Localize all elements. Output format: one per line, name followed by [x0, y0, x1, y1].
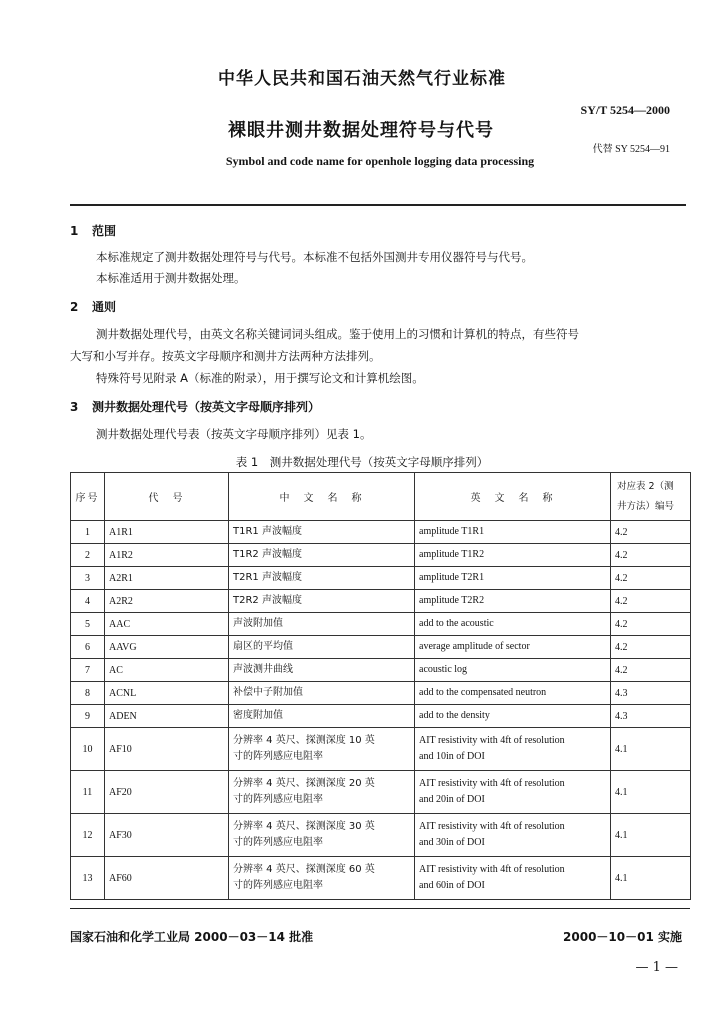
section-title: 范围 — [92, 224, 117, 238]
row-code: AAVG — [105, 636, 229, 659]
row-method-ref: 4.2 — [611, 636, 691, 659]
replaces-standard: 代替 SY 5254—91 — [592, 144, 670, 155]
row-method-ref: 4.3 — [611, 705, 691, 728]
table-row — [71, 682, 691, 705]
row-code: ADEN — [105, 705, 229, 728]
table-header-row — [71, 473, 691, 521]
row-cn-name: T1R2 声波幅度 — [229, 544, 415, 567]
row-no: 6 — [71, 636, 105, 659]
header-divider — [70, 204, 686, 206]
header-en-name: 英 文 名 称 — [415, 473, 611, 521]
row-en-name-line2: and 60in of DOI — [419, 880, 485, 891]
row-en-name-line1: AIT resistivity with 4ft of resolution — [419, 778, 565, 789]
row-code: AF30 — [105, 814, 229, 857]
row-no: 7 — [71, 659, 105, 682]
page-number: — 1 — — [635, 960, 678, 975]
row-method-ref: 4.2 — [611, 521, 691, 544]
row-no: 10 — [71, 728, 105, 771]
row-en-name — [415, 857, 611, 900]
header-cn-name: 中 文 名 称 — [229, 473, 415, 521]
paragraph: 本标准规定了测井数据处理符号与代号。本标准不包括外国测井专用仪器符号与代号。 — [96, 250, 533, 264]
row-en-name — [415, 728, 611, 771]
row-en-name-line1: AIT resistivity with 4ft of resolution — [419, 821, 565, 832]
table-row — [71, 567, 691, 590]
document-title-en: Symbol and code name for openhole logging data processing — [225, 154, 535, 168]
row-cn-name: 声波附加值 — [229, 613, 415, 636]
row-cn-name: T2R1 声波幅度 — [229, 567, 415, 590]
row-en-name: add to the acoustic — [415, 613, 611, 636]
row-no: 1 — [71, 521, 105, 544]
approval-date: 国家石油和化学工业局 2000－03－14 批准 — [70, 930, 314, 944]
row-cn-name: 声波测井曲线 — [229, 659, 415, 682]
row-no: 12 — [71, 814, 105, 857]
row-en-name: add to the density — [415, 705, 611, 728]
row-en-name: amplitude T1R1 — [415, 521, 611, 544]
code-table — [70, 472, 691, 900]
table-row — [71, 857, 691, 900]
row-method-ref: 4.2 — [611, 590, 691, 613]
row-cn-name-line2: 寸的阵列感应电阻率 — [233, 751, 323, 762]
table-row — [71, 659, 691, 682]
row-en-name: amplitude T2R1 — [415, 567, 611, 590]
row-cn-name — [229, 771, 415, 814]
row-en-name: amplitude T2R2 — [415, 590, 611, 613]
table-row — [71, 636, 691, 659]
row-cn-name: T1R1 声波幅度 — [229, 521, 415, 544]
row-code: ACNL — [105, 682, 229, 705]
row-method-ref: 4.1 — [611, 857, 691, 900]
row-code: AF60 — [105, 857, 229, 900]
header-method-ref-line1: 对应表 2（测 — [617, 480, 674, 492]
row-cn-name-line1: 分辨率 4 英尺、探测深度 20 英 — [233, 778, 375, 789]
row-en-name-line2: and 30in of DOI — [419, 837, 485, 848]
row-cn-name-line2: 寸的阵列感应电阻率 — [233, 794, 323, 805]
row-no: 11 — [71, 771, 105, 814]
row-code: AF20 — [105, 771, 229, 814]
row-cn-name — [229, 814, 415, 857]
row-method-ref: 4.2 — [611, 544, 691, 567]
row-cn-name: T2R2 声波幅度 — [229, 590, 415, 613]
row-en-name: average amplitude of sector — [415, 636, 611, 659]
row-method-ref: 4.3 — [611, 682, 691, 705]
row-code: AF10 — [105, 728, 229, 771]
section-title: 通则 — [92, 300, 117, 314]
row-method-ref: 4.1 — [611, 728, 691, 771]
row-cn-name-line1: 分辨率 4 英尺、探测深度 10 英 — [233, 735, 375, 746]
row-cn-name-line2: 寸的阵列感应电阻率 — [233, 880, 323, 891]
row-en-name: add to the compensated neutron — [415, 682, 611, 705]
table-row — [71, 771, 691, 814]
row-method-ref: 4.1 — [611, 771, 691, 814]
row-code: A1R2 — [105, 544, 229, 567]
row-en-name-line2: and 20in of DOI — [419, 794, 485, 805]
section-number: 1 — [70, 224, 79, 238]
implementation-date: 2000－10－01 实施 — [563, 930, 682, 944]
row-method-ref: 4.2 — [611, 613, 691, 636]
footer-divider — [70, 908, 690, 909]
row-no: 8 — [71, 682, 105, 705]
row-en-name-line2: and 10in of DOI — [419, 751, 485, 762]
row-method-ref: 4.2 — [611, 567, 691, 590]
row-method-ref: 4.2 — [611, 659, 691, 682]
row-en-name-line1: AIT resistivity with 4ft of resolution — [419, 735, 565, 746]
document-title-cn: 裸眼井测井数据处理符号与代号 — [228, 120, 494, 141]
table-row — [71, 613, 691, 636]
table-row — [71, 590, 691, 613]
row-no: 5 — [71, 613, 105, 636]
paragraph: 本标准适用于测井数据处理。 — [96, 271, 246, 285]
paragraph: 特殊符号见附录 A（标准的附录），用于撰写论文和计算机绘图。 — [96, 371, 424, 385]
issuing-organization: 中华人民共和国石油天然气行业标准 — [218, 69, 506, 89]
row-no: 4 — [71, 590, 105, 613]
header-method-ref — [611, 473, 691, 521]
row-cn-name: 密度附加值 — [229, 705, 415, 728]
row-method-ref: 4.1 — [611, 814, 691, 857]
table-row — [71, 814, 691, 857]
row-cn-name: 扇区的平均值 — [229, 636, 415, 659]
paragraph: 测井数据处理代号，由英文名称关键词词头组成。鉴于使用上的习惯和计算机的特点，有些符号 — [96, 327, 579, 341]
row-code: A2R1 — [105, 567, 229, 590]
table-row — [71, 728, 691, 771]
section-number: 3 — [70, 400, 79, 414]
paragraph-continuation: 大写和小写并存。按英文字母顺序和测井方法两种方法排列。 — [70, 349, 381, 363]
table-row — [71, 705, 691, 728]
row-code: A2R2 — [105, 590, 229, 613]
row-cn-name — [229, 857, 415, 900]
row-cn-name-line2: 寸的阵列感应电阻率 — [233, 837, 323, 848]
row-code: A1R1 — [105, 521, 229, 544]
section-title: 测井数据处理代号（按英文字母顺序排列） — [92, 400, 321, 414]
row-no: 3 — [71, 567, 105, 590]
section-number: 2 — [70, 300, 79, 314]
header-no: 序号 — [71, 473, 105, 521]
row-no: 2 — [71, 544, 105, 567]
table-row — [71, 544, 691, 567]
section-3-heading — [70, 398, 320, 415]
row-en-name — [415, 814, 611, 857]
header-code: 代 号 — [105, 473, 229, 521]
row-cn-name-line1: 分辨率 4 英尺、探测深度 60 英 — [233, 864, 375, 875]
standard-number: SY/T 5254—2000 — [580, 103, 670, 117]
row-en-name: amplitude T1R2 — [415, 544, 611, 567]
row-cn-name-line1: 分辨率 4 英尺、探测深度 30 英 — [233, 821, 375, 832]
row-cn-name: 补偿中子附加值 — [229, 682, 415, 705]
row-no: 9 — [71, 705, 105, 728]
section-1-heading — [70, 222, 116, 239]
row-code: AAC — [105, 613, 229, 636]
section-2-heading — [70, 298, 116, 315]
row-code: AC — [105, 659, 229, 682]
row-en-name-line1: AIT resistivity with 4ft of resolution — [419, 864, 565, 875]
table-row — [71, 521, 691, 544]
row-en-name: acoustic log — [415, 659, 611, 682]
row-cn-name — [229, 728, 415, 771]
table-caption: 表 1 测井数据处理代号（按英文字母顺序排列） — [235, 455, 489, 469]
header-method-ref-line2: 井方法）编号 — [617, 500, 675, 512]
row-no: 13 — [71, 857, 105, 900]
row-en-name — [415, 771, 611, 814]
paragraph: 测井数据处理代号表（按英文字母顺序排列）见表 1。 — [96, 427, 372, 441]
